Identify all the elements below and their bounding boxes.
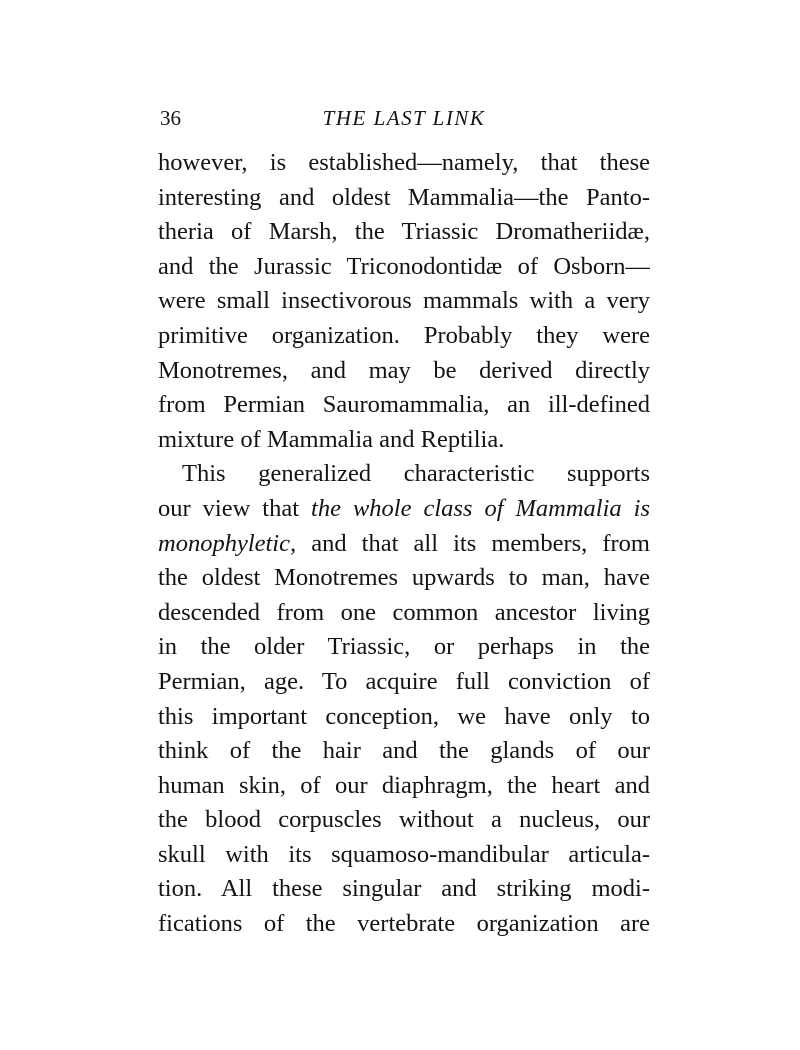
- text-line: [158, 492, 650, 527]
- text-line: in the older Triassic, or perhaps in the: [158, 633, 650, 661]
- text-line: the oldest Monotremes upwards to man, have: [158, 564, 650, 592]
- text-line: this important conception, we have only to: [158, 702, 650, 730]
- text-line: primitive organization. Probably they were: [158, 321, 650, 349]
- italic-text-run: monophyletic,: [158, 529, 297, 557]
- text-line: Permian, age. To acquire full conviction of: [158, 667, 650, 695]
- page-number: 36: [160, 106, 181, 130]
- text-line: and the Jurassic Triconodontidæ of Osborn—: [158, 252, 650, 280]
- italic-text-run: the whole class of Mammalia is: [311, 494, 650, 522]
- text-line: tion. All these singular and striking modi-: [158, 875, 650, 903]
- body-text: [158, 146, 650, 942]
- text-line: from Permian Sauromammalia, an ill-defined: [158, 391, 650, 419]
- text-run: and that all its members, from: [296, 529, 650, 557]
- text-line: the blood corpuscles without a nucleus, our: [158, 806, 650, 834]
- text-line: human skin, of our diaphragm, the heart and: [158, 771, 650, 799]
- text-line: theria of Marsh, the Triassic Dromatheriidæ,: [158, 218, 650, 246]
- text-line: interesting and oldest Mammalia—the Panto-: [158, 183, 650, 211]
- text-line: Monotremes, and may be derived directly: [158, 356, 650, 384]
- page-header: [160, 104, 648, 132]
- paragraph-start-line: This generalized characteristic supports: [182, 460, 650, 488]
- paragraph-end-line: mixture of Mammalia and Reptilia.: [158, 425, 505, 453]
- text-line: think of the hair and the glands of our: [158, 737, 650, 765]
- text-line: fications of the vertebrate organization are: [158, 910, 650, 938]
- text-line: descended from one common ancestor living: [158, 598, 650, 626]
- text-line: skull with its squamoso-mandibular articula-: [158, 840, 650, 868]
- text-line: [158, 527, 650, 562]
- text-line: were small insectivorous mammals with a very: [158, 287, 650, 315]
- text-line: however, is established—namely, that these: [158, 149, 650, 176]
- running-title: THE LAST LINK: [322, 106, 486, 130]
- text-run: our view that: [158, 494, 312, 522]
